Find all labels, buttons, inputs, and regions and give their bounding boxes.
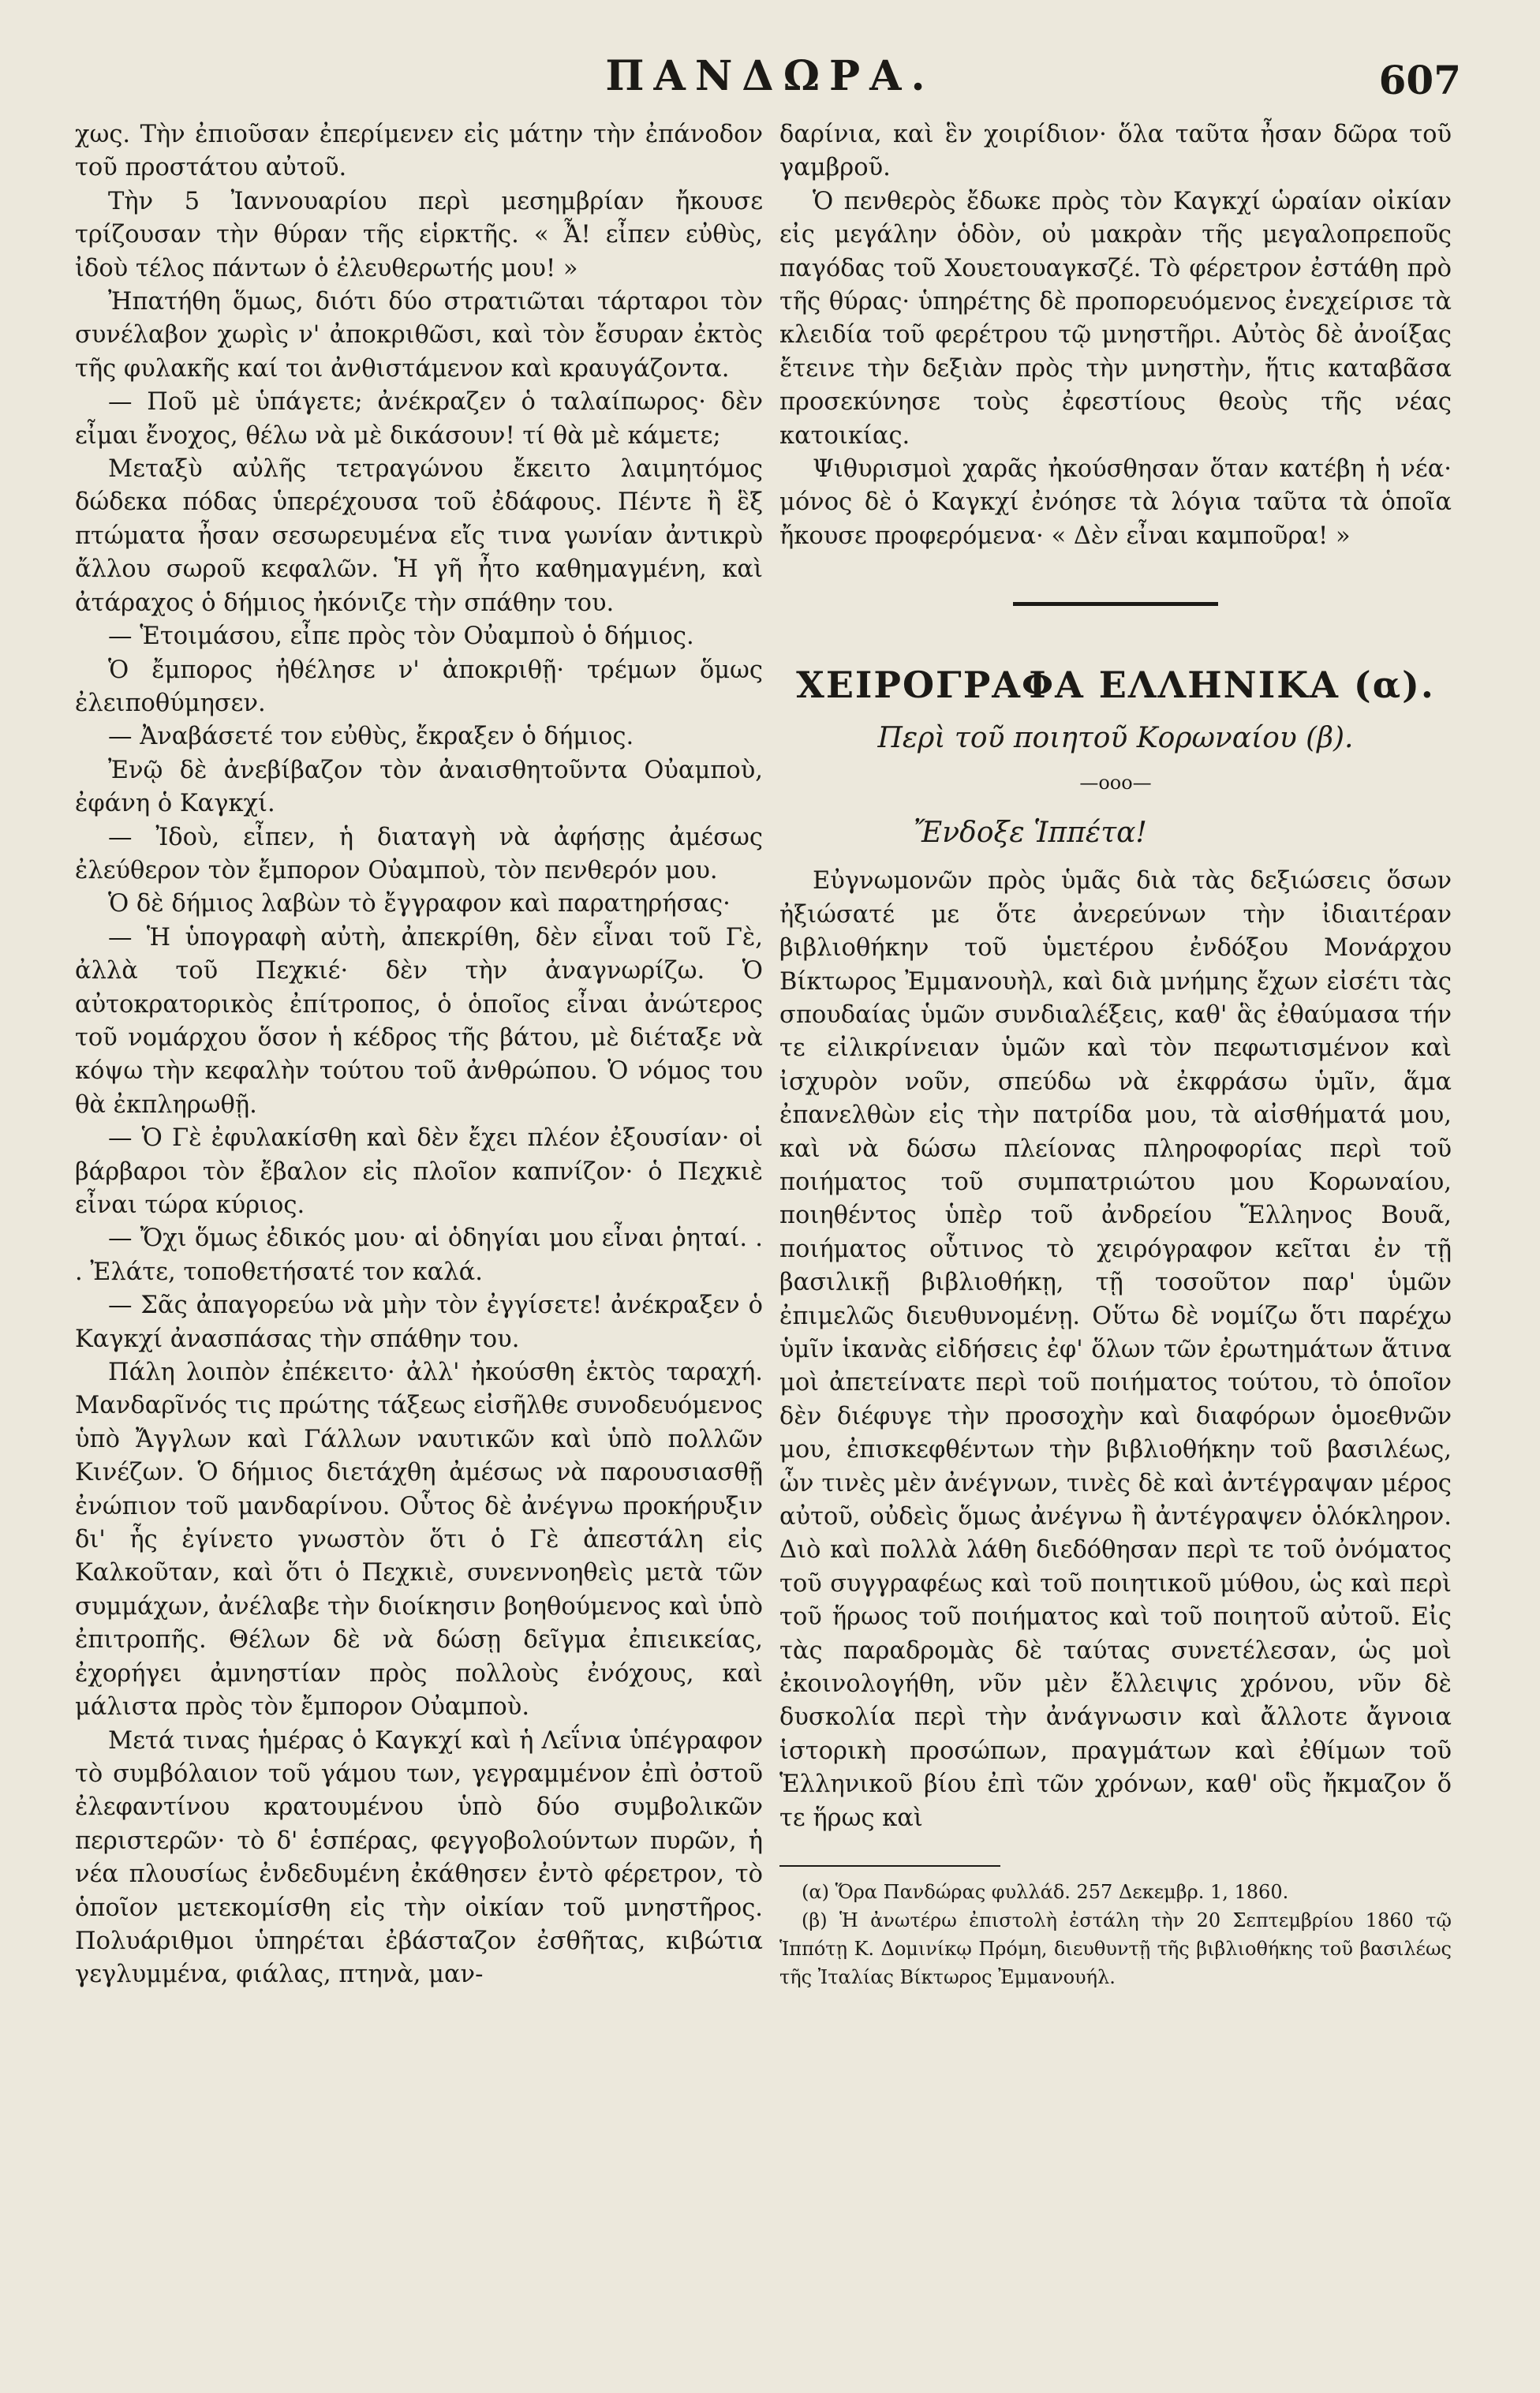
paragraph: Πάλη λοιπὸν ἐπέκειτο· ἀλλ' ἠκούσθη ἐκτὸς ταραχή. Μανδαρῖνός τις πρώτης τάξεως εἰσῆλθε συνοδευόμενος ὑπὸ Ἄγγλων καὶ Γάλλων ναυτικῶν καὶ ὑπὸ πολλῶν Κινέζων. Ὁ δήμιος διετάχθη ἀμέσως νὰ παρουσιασθῇ ἐνώπιον τοῦ μανδαρίνου. Οὗτος δὲ ἀνέγνω προκήρυξιν δι' ἧς ἐγίνετο γνωστὸν ὅτι ὁ Γὲ ἀπεστάλη εἰς Καλκοῦταν, καὶ ὅτι ὁ Πεχκιὲ, συνεννοηθεὶς μετὰ τῶν συμμάχων, ἀνέλαβε τὴν διοίκησιν βοηθούμενος καὶ ὑπὸ ἐπιτροπῆς. Θέλων δὲ νὰ δώσῃ δεῖγμα ἐπιεικείας, ἐχορήγει ἀμνηστίαν πρὸς πολλοὺς ἐνόχους, καὶ μάλιστα πρὸς τὸν ἔμπορον Οὐαμποὺ. [75,1359,763,1722]
paragraph: Τὴν 5 Ἰαννουαρίου περὶ μεσημβρίαν ἤκουσε τρίζουσαν τὴν θύραν τῆς εἱρκτῆς. « Ἆ! εἶπεν εὐθὺς, ἰδοὺ τέλος πάντων ὁ ἐλευθερωτής μου! » [75,187,763,282]
paragraph: Ὁ πενθερὸς ἔδωκε πρὸς τὸν Καγκχί ὡραίαν οἰκίαν εἰς μεγάλην ὁδὸν, οὐ μακρὰν τῆς μεγαλοπρεποῦς παγόδας τοῦ Χουετουαγκσζέ. Τὸ φέρετρον ἐστάθη πρὸ τῆς θύρας· ὑπηρέτης δὲ προπορευόμενος ἐνεχείρισε τὰ κλειδία τοῦ φερέτρου τῷ μνηστῆρι. Αὐτὸς δὲ ἀνοίξας ἔτεινε τὴν δεξιὰν πρὸς τὴν μνηστὴν, ἥτις καταβᾶσα προσεκύνησε τοὺς ἐφεστίους θεοὺς τῆς νέας κατοικίας. [779,187,1452,450]
footnote-a: (α) Ὅρα Πανδώρας φυλλάδ. 257 Δεκεμβρ. 1, 1860. [802,1881,1289,1904]
section-title: ΧΕΙΡΟΓΡΑΦΑ ΕΛΛΗΝΙΚΑ (α). [796,664,1435,707]
paragraph: — Ἡ ὑπογραφὴ αὐτὴ, ἀπεκρίθη, δὲν εἶναι τοῦ Γὲ, ἀλλὰ τοῦ Πεχκιέ· δὲν τὴν ἀναγνωρίζω. Ὁ αὐτοκρατορικὸς ἐπίτροπος, ὁ ὁποῖος εἶναι ἀνώτερος τοῦ νομάρχου ὅσον ἡ κέδρος τῆς βάτου, μὲ διέταξε νὰ κόψω τὴν κεφαλὴν τούτου τοῦ ἀνθρώπου. Ὁ νόμος του θὰ ἐκπληρωθῇ. [75,923,763,1119]
footnote-b: (β) Ἡ ἀνωτέρω ἐπιστολὴ ἐστάλη τὴν 20 Σεπτεμβρίου 1860 τῷ Ἱππότῃ Κ. Δομινίκῳ Πρόμη, διευθυντῇ τῆς βιβλιοθήκης τοῦ βασιλέως τῆς Ἰταλίας Βίκτωρος Ἐμμανουήλ. [779,1909,1452,1989]
footnote-rule [779,1865,1000,1867]
paragraph: — Ἰδοὺ, εἶπεν, ἡ διαταγὴ νὰ ἀφήσῃς ἀμέσως ἐλεύθερον τὸν ἔμπορον Οὐαμποὺ, τὸν πενθερόν μου. [75,823,763,884]
page-number: 607 [1378,57,1461,103]
paragraph: Ὁ ἔμπορος ἠθέλησε ν' ἀποκριθῇ· τρέμων ὅμως ἐλειποθύμησεν. [75,656,763,717]
paragraph: Ὁ δὲ δήμιος λαβὼν τὸ ἔγγραφον καὶ παρατηρήσας· [108,890,731,918]
paragraph: — Σᾶς ἀπαγορεύω νὰ μὴν τὸν ἐγγίσετε! ἀνέκραξεν ὁ Καγκχί ἀνασπάσας τὴν σπάθην του. [75,1292,763,1353]
paragraph: δαρίνια, καὶ ἓν χοιρίδιον· ὅλα ταῦτα ἦσαν δῶρα τοῦ γαμβροῦ. [779,121,1452,182]
paragraph: — Ἑτοιμάσου, εἶπε πρὸς τὸν Οὐαμποὺ ὁ δήμιος. [108,623,694,651]
letter-body: Εὐγνωμονῶν πρὸς ὑμᾶς διὰ τὰς δεξιώσεις ὅσων ἠξιώσατέ με ὅτε ἀνερεύνων τὴν ἰδιαιτέραν βιβλιοθήκην τοῦ ὑμετέρου ἐνδόξου Μονάρχου Βίκτωρος Ἐμμανουὴλ, καὶ διὰ μνήμης ἔχων εἰσέτι τὰς σπουδαίας ὑμῶν συνδιαλέξεις, καθ' ἃς ἐθαύμασα τήν τε εἰλικρίνειαν ὑμῶν καὶ τὸν πεφωτισμένον καὶ ἰσχυρὸν νοῦν, σπεύδω νὰ ἐκφράσω ὑμῖν, ἅμα ἐπανελθὼν εἰς τὴν πατρίδα μου, τὰ αἰσθήματά μου, καὶ νὰ δώσω πλείονας πληροφορίας περὶ τοῦ ποιήματος τοῦ συμπατριώτου μου Κορωναίου, ποιηθέντος ὑπὲρ τοῦ ἀνδρείου Ἕλληνος Βουᾶ, ποιήματος οὗτινος τὸ χειρόγραφον κεῖται ἐν τῇ βασιλικῇ βιβλιοθήκῃ, τῇ τοσοῦτον παρ' ὑμῶν ἐπιμελῶς διευθυνομένῃ. Οὕτω δὲ νομίζω ὅτι παρέχω ὑμῖν ἱκανὰς εἰδήσεις ἐφ' ὅλων τῶν ἐρωτημάτων ἅτινα μοὶ ἀπετείνατε περὶ τοῦ ποιήματος τούτου, τὸ ὁποῖον δὲν διέφυγε τὴν προσοχὴν καὶ διαφόρων ὁμοεθνῶν μου, ἐπισκεφθέντων τὴν βιβλιοθήκην τοῦ βασιλέως, ὧν τινὲς μὲν ἀνέγνων, τινὲς δὲ καὶ ἀντέγραψαν μέρος αὐτοῦ, οὐδεὶς ὅμως ἀνέγνω ἢ ἀντέγραψεν ὁλόκληρον. Διὸ καὶ πολλὰ λάθη διεδόθησαν περὶ τε τοῦ ὀνόματος τοῦ συγγραφέως καὶ τοῦ ποιητικοῦ μύθου, ὡς καὶ περὶ τοῦ ἥρωος τοῦ ποιήματος καὶ τοῦ ποιητοῦ αὐτοῦ. Εἰς τὰς παραδρομὰς δὲ ταύτας συνετέλεσαν, ὡς μοὶ ἐκοινολογήθη, νῦν μὲν ἔλλειψις χρόνου, νῦν δὲ δυσκολία περὶ τὴν ἀνάγνωσιν καὶ ἄλλοτε ἄγνοια ἱστορικὴ προσώπων, πραγμάτων καὶ ἐθίμων τοῦ Ἑλληνικοῦ βίου ἐπὶ τῶν χρόνων, καθ' οὓς ἤκμαζον ὅ τε ἥρως καὶ [779,867,1452,1832]
journal-title: ΠΑΝΔΩΡΑ. [605,52,935,100]
paragraph: — Ποῦ μὲ ὑπάγετε; ἀνέκραζεν ὁ ταλαίπωρος· δὲν εἶμαι ἔνοχος, θέλω νὰ μὲ δικάσουν! τί θὰ μὲ κάμετε; [75,388,763,450]
salutation: Ἔνδοξε Ἱππέτα! [914,817,1147,850]
ornament: —ooo— [1079,772,1152,795]
running-head [0,46,1540,109]
paragraph: Ψιθυρισμοὶ χαρᾶς ἠκούσθησαν ὅταν κατέβη ἡ νέα· μόνος δὲ ὁ Καγκχί ἐνόησε τὰ λόγια ταῦτα τὰ ὁποῖα ἤκουσε προφερόμενα· « Δὲν εἶναι καμποῦρα! » [779,455,1452,550]
paragraph: Μετά τινας ἡμέρας ὁ Καγκχί καὶ ἡ Λεΐνια ὑπέγραφον τὸ συμβόλαιον τοῦ γάμου των, γεγραμμένον ἐπὶ ὀστοῦ ἐλεφαντίνου κρατουμένου ὑπὸ δύο συμβολικῶν περιστερῶν· τὸ δ' ἑσπέρας, φεγγοβολούντων πυρῶν, ἡ νέα πλουσίως ἐνδεδυμένη ἐκάθησεν ἐντὸ φέρετρον, τὸ ὁποῖον μετεκομίσθη εἰς τὴν οἰκίαν τοῦ μνηστῆρος. Πολυάριθμοι ὑπηρέται ἐβάσταζον ἐσθῆτας, κιβώτια γεγλυμμένα, φιάλας, πτηνὰ, μαν- [75,1726,763,1989]
paragraph: χως. Τὴν ἐπιοῦσαν ἐπερίμενεν εἰς μάτην τὴν ἐπάνοδον τοῦ προστάτου αὐτοῦ. [75,121,763,182]
footnotes [779,1878,1452,1991]
paragraph: Ἠπατήθη ὅμως, διότι δύο στρατιῶται τάρταροι τὸν συνέλαβον χωρὶς ν' ἀποκριθῶσι, καὶ τὸν ἔσυραν ἐκτὸς τῆς φυλακῆς καί τοι ἀνθιστάμενον καὶ κραυγάζοντα. [75,288,763,383]
paragraph: — Ὄχι ὅμως ἐδικός μου· αἱ ὁδηγίαι μου εἶναι ῥηταί. . . Ἐλάτε, τοποθετήσατέ τον καλά. [75,1225,763,1286]
section-subtitle: Περὶ τοῦ ποιητοῦ Κορωναίου (β). [877,722,1354,755]
section-divider [1013,602,1218,606]
paragraph: — Ὁ Γὲ ἐφυλακίσθη καὶ δὲν ἔχει πλέον ἐξουσίαν· οἱ βάρβαροι τὸν ἔβαλον εἰς πλοῖον καπνίζον· ὁ Πεχκιὲ εἶναι τώρα κύριος. [75,1124,763,1219]
paragraph: Ἐνῷ δὲ ἀνεβίβαζον τὸν ἀναισθητοῦντα Οὐαμποὺ, ἐφάνη ὁ Καγκχί. [75,756,763,818]
paragraph: — Ἀναβάσετέ τον εὐθὺς, ἔκραξεν ὁ δήμιος. [108,723,634,751]
left-column [75,118,763,1992]
paragraph: Μεταξὺ αὐλῆς τετραγώνου ἔκειτο λαιμητόμος δώδεκα πόδας ὑπερέχουσα τοῦ ἐδάφους. Πέντε ἢ ἓξ πτώματα ἦσαν σεσωρευμένα εἴς τινα γωνίαν ἀντικρὺ ἄλλου σωροῦ κεφαλῶν. Ἡ γῆ ἦτο καθημαγμένη, καὶ ἀτάραχος ὁ δήμιος ἠκόνιζε τὴν σπάθην του. [75,455,763,617]
right-column [779,118,1452,1991]
